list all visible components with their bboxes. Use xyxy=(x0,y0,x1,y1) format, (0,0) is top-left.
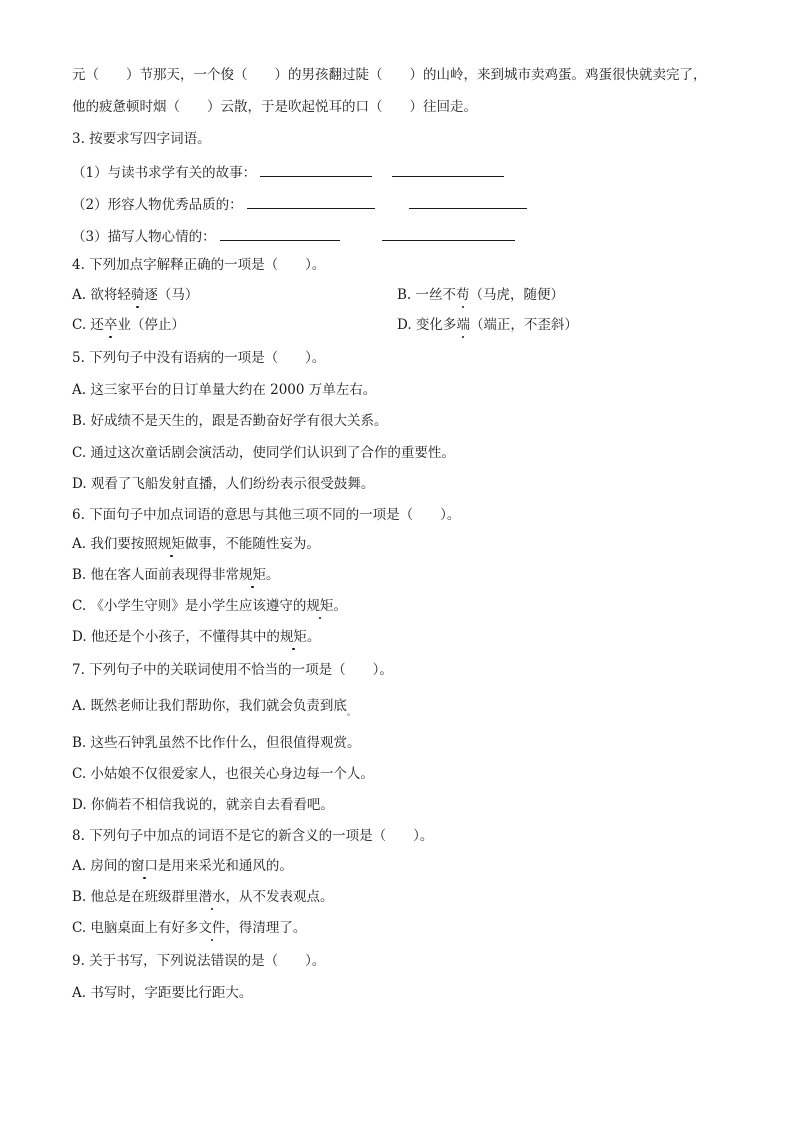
q7-title: 7. 下列句子中的关联词使用不恰当的一项是（ ）。 xyxy=(72,662,393,678)
q5-option-a: A. 这三家平台的日订单量大约在 2000 万单左右。 xyxy=(72,382,377,398)
q6-option-b: B. 他在客人面前表现得非常规矩。 xyxy=(72,567,280,583)
q6-option-d: D. 他还是个小孩子，不懂得其中的规矩。 xyxy=(72,629,321,645)
q5-option-b: B. 好成绩不是天生的，跟是否勤奋好学有很大关系。 xyxy=(72,413,388,429)
q2-passage-line-2: 他的疲惫顿时烟（ ）云散，于是吹起悦耳的口（ ）往回走。 xyxy=(72,99,477,115)
dotted-word: 潜水 xyxy=(198,889,226,905)
q3-title: 3. 按要求写四字词语。 xyxy=(72,131,211,147)
dotted-char: 骑 xyxy=(130,287,145,303)
q5-option-c: C. 通过这次童话剧会演活动，使同学们认识到了合作的重要性。 xyxy=(72,445,455,461)
answer-blank[interactable] xyxy=(409,194,527,209)
dotted-word: 规矩 xyxy=(279,629,307,645)
q7-option-a: A. 既然老师让我们帮助你，我们就会负责到底$_。$ xyxy=(72,698,356,718)
q6-option-c: C. 《小学生守则》是小学生应该遵守的规矩。 xyxy=(72,598,347,614)
q5-option-d: D. 观看了飞船发射直播，人们纷纷表示很受鼓舞。 xyxy=(72,476,375,492)
q4-option-a: A. 欲将轻骑逐（马） xyxy=(72,287,199,303)
dotted-word: 规矩 xyxy=(239,567,267,583)
q7-option-d: D. 你倘若不相信我说的，就亲自去看看吧。 xyxy=(72,797,334,813)
answer-blank[interactable] xyxy=(392,162,504,177)
q3-item-3 xyxy=(72,226,515,246)
dotted-word: 窗口 xyxy=(130,858,158,874)
answer-blank[interactable] xyxy=(220,226,340,241)
q8-title: 8. 下列句子中加点的词语不是它的新含义的一项是（ ）。 xyxy=(72,828,434,844)
answer-blank[interactable] xyxy=(260,162,372,177)
q8-option-c: C. 电脑桌面上有好多文件，得清理了。 xyxy=(72,920,307,936)
dotted-word: 规矩 xyxy=(157,536,185,552)
q3-item-1 xyxy=(72,162,504,182)
q6-title: 6. 下面句子中加点词语的意思与其他三项不同的一项是（ ）。 xyxy=(72,507,461,523)
q6-option-a: A. 我们要按照规矩做事，不能随性妄为。 xyxy=(72,536,320,552)
q7-option-c: C. 小姑娘不仅很爱家人，也很关心身边每一个人。 xyxy=(72,766,374,782)
q4-title: 4. 下列加点字解释正确的一项是（ ）。 xyxy=(72,257,326,273)
q3-item-1-label: （1）与读书求学有关的故事： xyxy=(72,165,257,181)
answer-blank[interactable] xyxy=(382,226,515,241)
q7-option-a-period: 。 xyxy=(346,708,356,718)
q5-title: 5. 下列句子中没有语病的一项是（ ）。 xyxy=(72,350,326,366)
q4-option-d: D. 变化多端（端正，不歪斜） xyxy=(397,317,578,333)
dotted-char: 苟 xyxy=(456,287,470,303)
dotted-word: 规矩 xyxy=(306,598,334,614)
q2-passage-line-1: 元（ ）节那天，一个俊（ ）的男孩翻过陡（ ）的山岭，来到城市卖鸡蛋。鸡蛋很快就卖完了， xyxy=(72,67,707,83)
q4-option-c: C. 还卒业（停止） xyxy=(72,317,185,333)
dotted-char: 卒 xyxy=(103,317,118,333)
dotted-word: 文件 xyxy=(198,920,226,936)
q3-item-2-label: （2）形容人物优秀品质的： xyxy=(72,197,243,213)
q4-option-b: B. 一丝不苟（马虎，随便） xyxy=(397,287,565,303)
q9-title: 9. 关于书写，下列说法错误的是（ ）。 xyxy=(72,953,326,969)
q8-option-a: A. 房间的窗口是用来采光和通风的。 xyxy=(72,858,293,874)
answer-blank[interactable] xyxy=(247,194,375,209)
q3-item-3-label: （3）描写人物心情的： xyxy=(72,229,216,245)
q8-option-b: B. 他总是在班级群里潜水，从不发表观点。 xyxy=(72,889,334,905)
q7-option-b: B. 这些石钟乳虽然不比作什么，但很值得观赏。 xyxy=(72,735,361,751)
q9-option-a: A. 书写时，字距要比行距大。 xyxy=(72,985,253,1001)
q3-item-2 xyxy=(72,194,527,214)
dotted-char: 端 xyxy=(456,317,470,333)
